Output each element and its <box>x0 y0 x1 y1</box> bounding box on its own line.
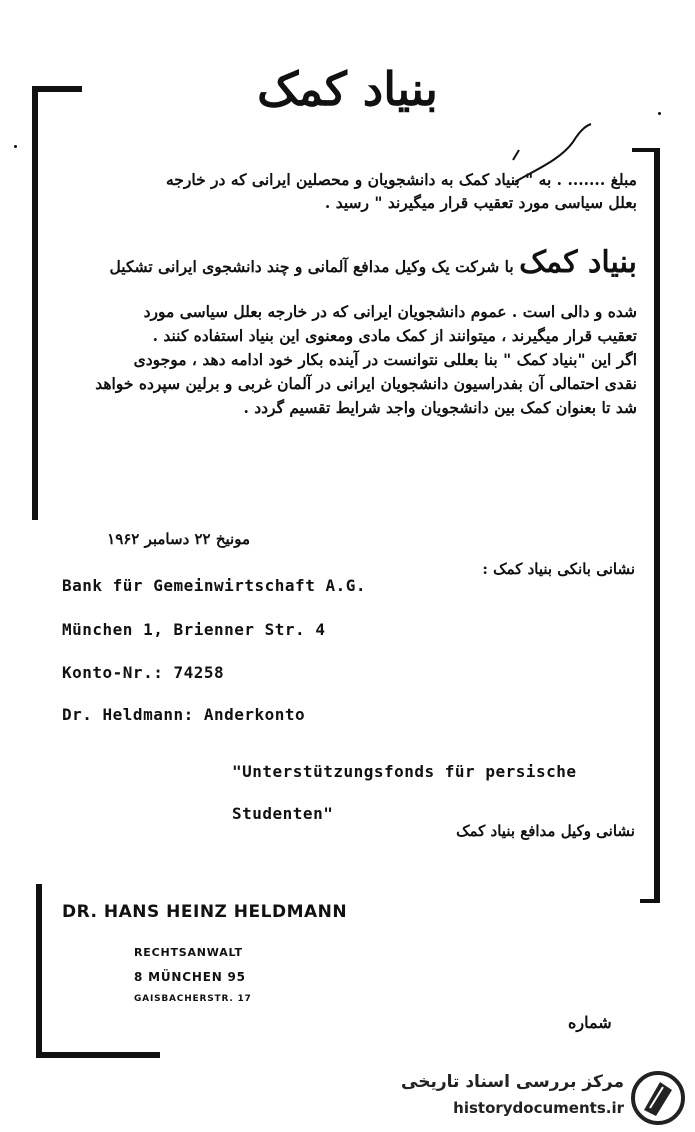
historydocuments-logo-icon <box>630 1070 686 1126</box>
bank-line: München 1, Brienner Str. 4 <box>62 620 326 639</box>
paragraph-line: شد تا بعنوان کمک بین دانشجویان واجد شرایط تقسیم گردد . <box>243 398 637 417</box>
bank-address-label: نشانی بانکی بنیاد کمک : <box>482 560 635 578</box>
letterhead-bracket-vertical <box>36 884 42 1058</box>
paragraph-line: بعلل سیاسی مورد تعقیب قرار میگیرند " رسید . <box>324 193 637 212</box>
right-bracket-vertical <box>654 148 660 903</box>
fund-name-line: "Unterstützungsfonds für persische <box>232 762 577 781</box>
left-bracket-vertical <box>32 86 38 520</box>
letterhead-bracket-bottom <box>36 1052 160 1058</box>
right-bracket-bottom <box>640 899 660 903</box>
paragraph-line <box>110 246 637 280</box>
watermark-english: historydocuments.ir <box>453 1099 624 1117</box>
watermark-persian: مرکز بررسی اسناد تاریخی <box>401 1072 624 1092</box>
paragraph-line: تعقیب قرار میگیرند ، میتوانند از کمک مادی ومعنوی این بنیاد استفاده کنند . <box>152 326 637 345</box>
date-line: مونیخ ۲۲ دسامبر ۱۹۶۲ <box>107 530 250 548</box>
bank-line: Dr. Heldmann: Anderkonto <box>62 705 306 724</box>
letterhead-street: GAISBACHERSTR. 17 <box>134 994 252 1004</box>
bank-line: Konto-Nr.: 74258 <box>62 663 225 682</box>
letterhead-profession: RECHTSANWALT <box>134 946 243 959</box>
paragraph-line: نقدی احتمالی آن بفدراسیون دانشجویان ایرانی در آلمان غربی و برلین سپرده خواهد <box>95 374 637 393</box>
number-label: شماره <box>568 1013 612 1032</box>
paragraph-text: با شرکت یک وکیل مدافع آلمانی و چند دانشجوی ایرانی تشکیل <box>109 257 514 276</box>
paragraph-line: مبلغ ....... . به " بنیاد کمک به دانشجویان و محصلین ایرانی که در خارجه <box>165 170 637 189</box>
bank-line: Bank für Gemeinwirtschaft A.G. <box>62 576 366 595</box>
paragraph-line: شده و دالی است . عموم دانشجویان ایرانی که در خارجه بعلل سیاسی مورد <box>143 302 637 321</box>
speck <box>14 145 17 148</box>
lawyer-address-label: نشانی وکیل مدافع بنیاد کمک <box>456 822 635 840</box>
letterhead-name: DR. HANS HEINZ HELDMANN <box>62 902 348 922</box>
letterhead-city: 8 MÜNCHEN 95 <box>134 970 246 984</box>
inline-heading: بنیاد کمک <box>519 245 637 280</box>
paragraph-line: اگر این "بنیاد کمک " بنا بعللی نتوانست در آینده بکار خود ادامه دهد ، موجودی <box>133 350 637 369</box>
page-title: بنیاد کمک <box>257 62 438 116</box>
body-paragraph <box>110 246 637 280</box>
body-paragraph <box>166 168 637 214</box>
right-bracket-top <box>632 148 660 152</box>
fund-name-line: Studenten" <box>232 804 334 823</box>
watermark <box>401 1068 692 1128</box>
body-paragraph <box>95 300 637 420</box>
